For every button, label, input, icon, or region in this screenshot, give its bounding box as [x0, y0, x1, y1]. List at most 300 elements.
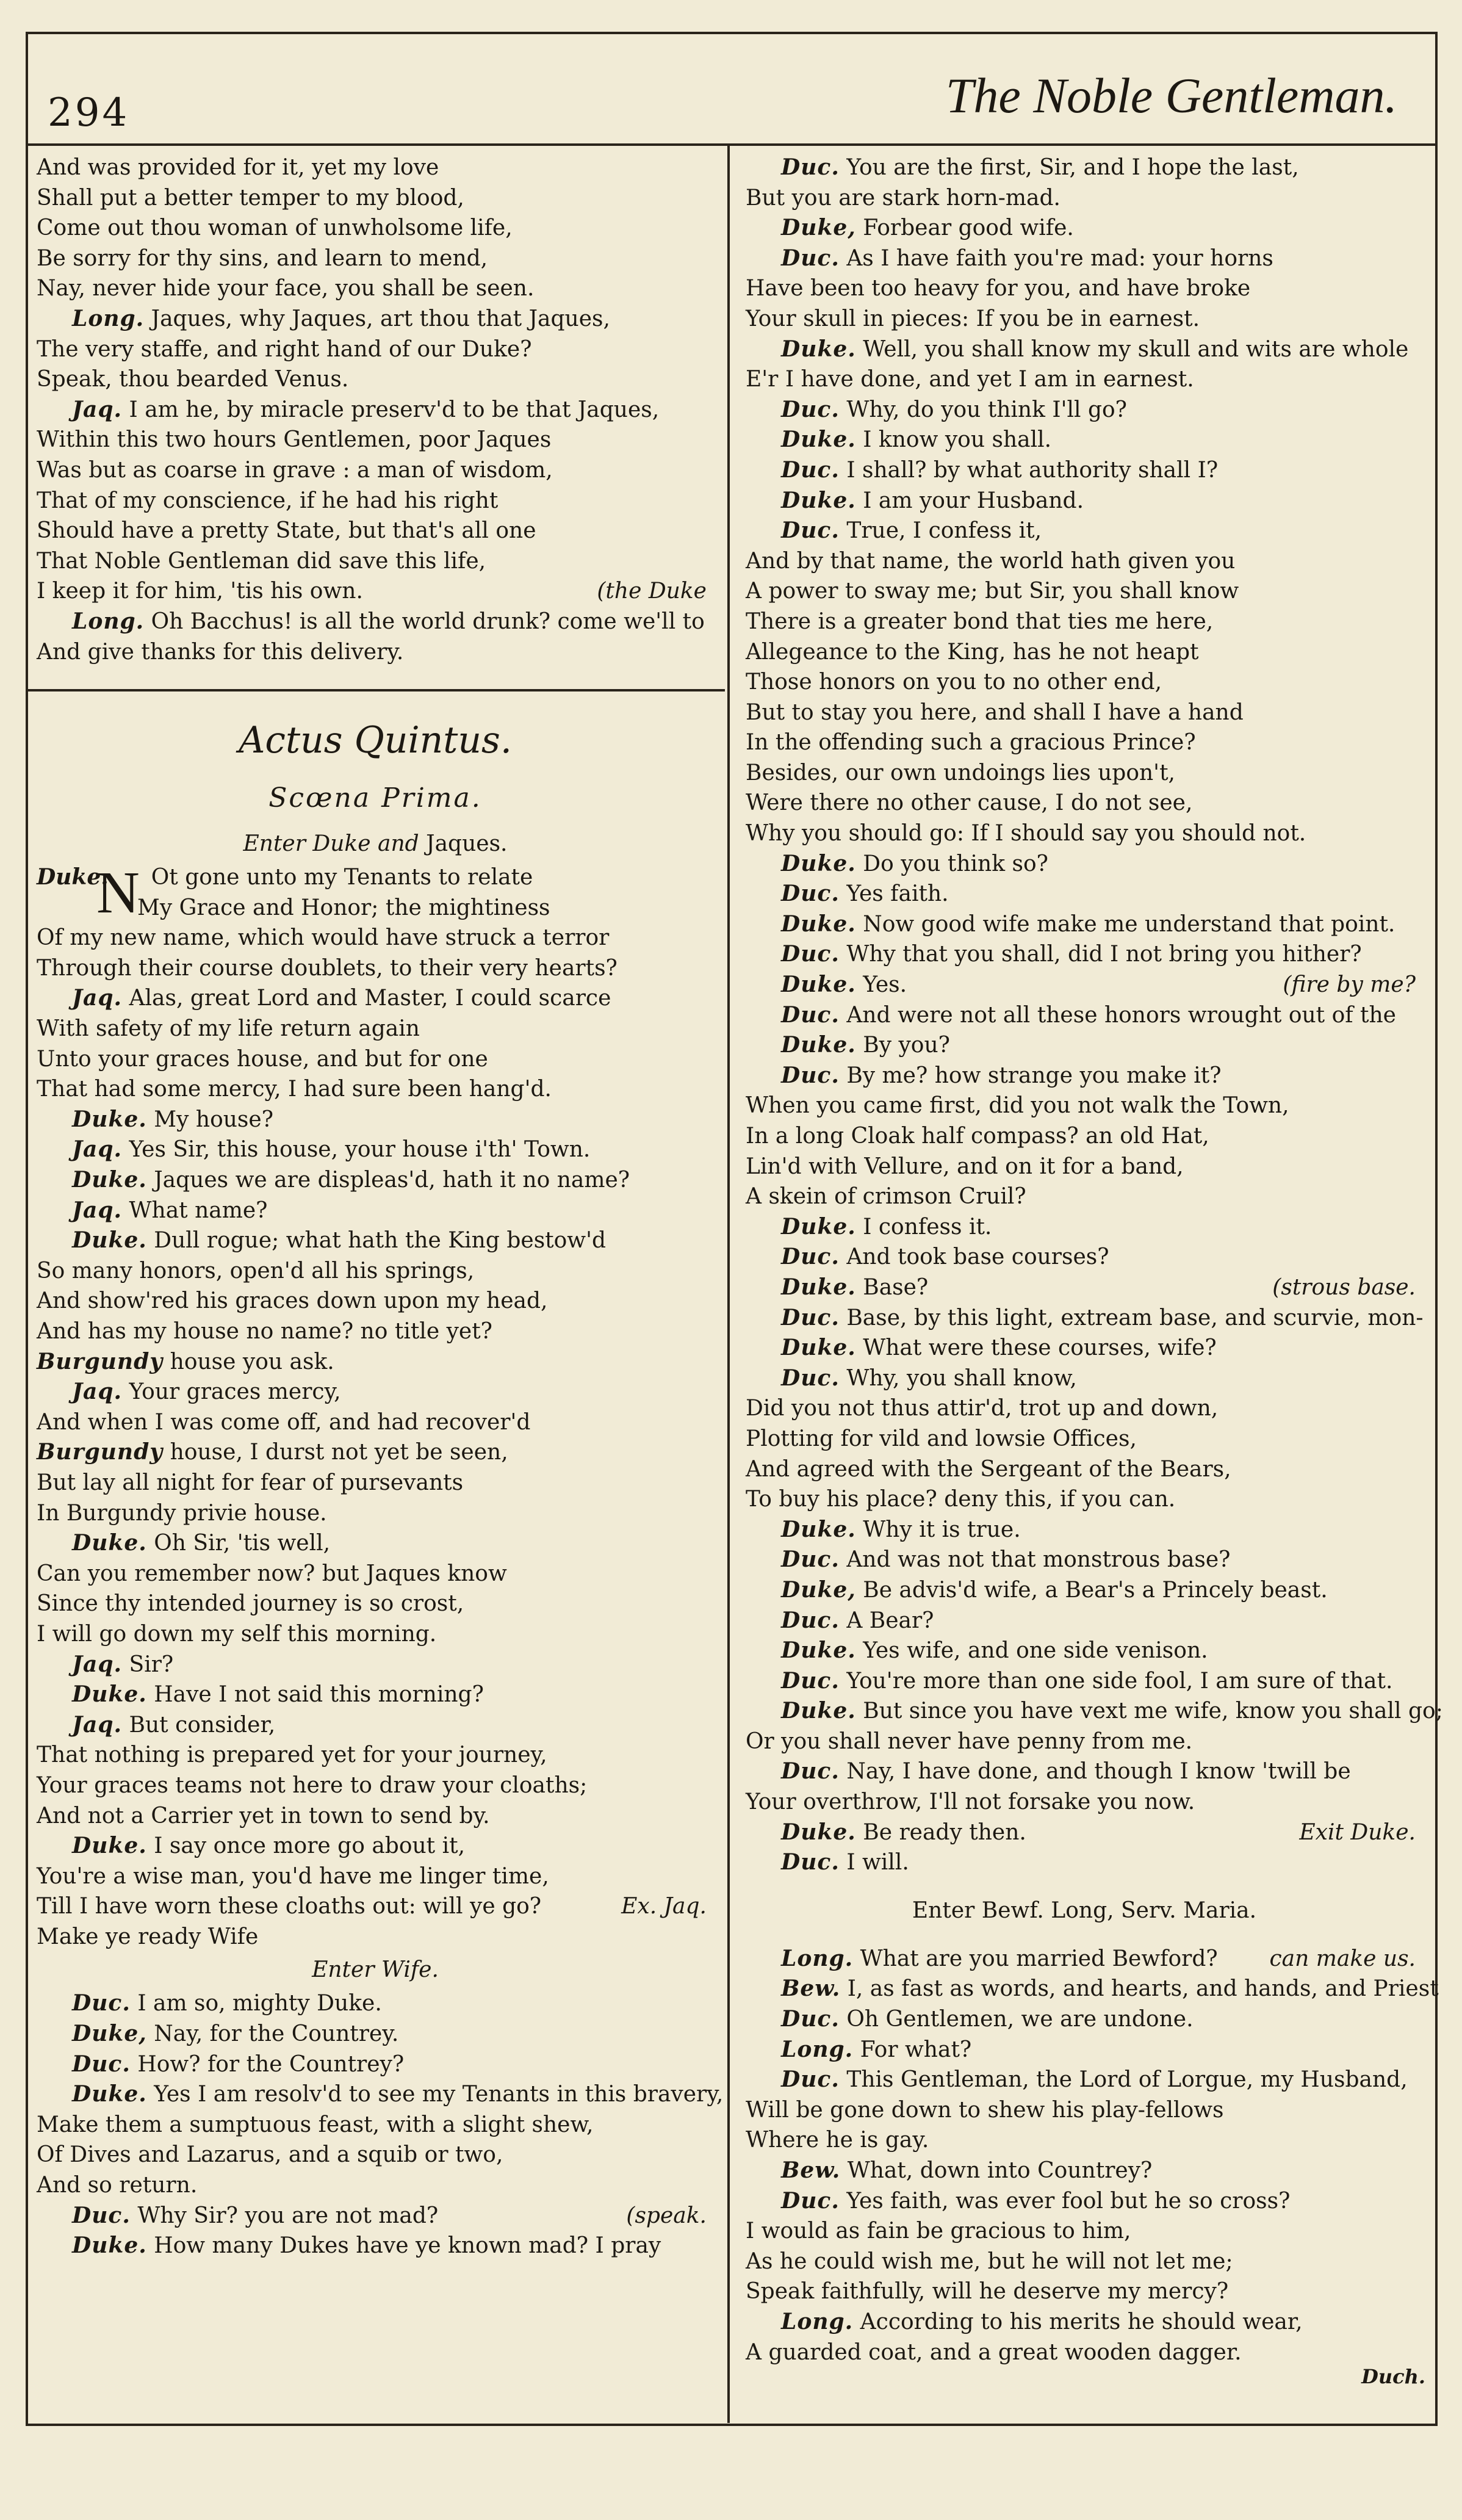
- verse-line: [746, 1182, 1423, 1212]
- verse-line: [746, 1606, 1423, 1636]
- speaker: Duke.: [781, 972, 856, 998]
- verse-line: [746, 727, 1423, 758]
- speaker: Duke.: [781, 850, 856, 876]
- line-text: Oh Sir, 'tis well,: [154, 1531, 331, 1556]
- line-text: Or you shall never have penny from me.: [746, 1728, 1193, 1754]
- line-text: Of Dives and Lazarus, and a squib or two,: [37, 2142, 503, 2168]
- verse-line: [746, 2307, 1423, 2338]
- line-text: I will.: [846, 1850, 909, 1876]
- line-text: Those honors on you to no other end,: [746, 670, 1162, 695]
- line-text: Be ready then.: [863, 1819, 1026, 1845]
- speaker: Long.: [781, 2036, 854, 2062]
- speaker: Duc.: [781, 1062, 840, 1088]
- verse-line: [746, 1787, 1423, 1818]
- line-text: Do you think so?: [863, 851, 1048, 876]
- line-text: That Noble Gentleman did save this life,: [37, 548, 486, 574]
- verse-line: [746, 1091, 1423, 1121]
- line-text: That had some mercy, I had sure been hang'd.: [37, 1077, 552, 1102]
- verse-line: [37, 1559, 714, 1589]
- verse-line: [37, 183, 714, 214]
- line-text: When you came first, did you not walk the Town,: [746, 1093, 1289, 1119]
- speaker: Jaq.: [72, 1651, 123, 1677]
- speaker: Jaq.: [72, 1379, 123, 1405]
- line-text: Why it is true.: [863, 1517, 1021, 1542]
- speaker: Duke.: [72, 1167, 147, 1193]
- column-divider: [727, 143, 730, 2423]
- left-top-lines: [37, 153, 714, 667]
- verse-line: [746, 818, 1423, 849]
- line-text: I know you shall.: [863, 427, 1052, 453]
- line-text: And was not that monstrous base?: [846, 1547, 1231, 1573]
- stage-direction-enter-group: [746, 1893, 1423, 1929]
- speaker: Duke.: [781, 911, 856, 937]
- verse-line: [746, 2156, 1423, 2186]
- line-text: As I have faith you're mad: your horns: [846, 245, 1273, 271]
- verse-line: [37, 983, 714, 1014]
- line-text: Yes I am resolv'd to see my Tenants in this bravery,: [154, 2082, 724, 2107]
- verse-line: [746, 2035, 1423, 2065]
- right-column: [746, 153, 1443, 2367]
- verse-line: [746, 1030, 1423, 1061]
- verse-line: [746, 1303, 1423, 1334]
- line-text: And was provided for it, yet my love: [37, 155, 439, 180]
- verse-line: [37, 1740, 714, 1771]
- left-column: [37, 153, 724, 2261]
- verse-line: [746, 183, 1423, 214]
- line-text: And by that name, the world hath given you: [746, 548, 1236, 574]
- line-text: Make them a sumptuous feast, with a slight shew,: [37, 2112, 594, 2137]
- line-text: You are the first, Sir, and I hope the last,: [846, 155, 1299, 180]
- verse-line: [37, 1619, 714, 1650]
- verse-line: [746, 1727, 1423, 1757]
- line-text: But you are stark horn-mad.: [746, 185, 1060, 211]
- right-top-lines: [746, 153, 1443, 1878]
- verse-line: [746, 849, 1423, 879]
- line-text: Allegeance to the King, has he not heapt: [746, 639, 1199, 665]
- line-text: And were not all these honors wrought out of the: [846, 1002, 1396, 1028]
- verse-line: [746, 1242, 1423, 1273]
- verse-line: [746, 1000, 1423, 1031]
- speaker: Duke.: [72, 2081, 147, 2107]
- line-text: Have been too heavy for you, and have broke: [746, 276, 1251, 301]
- verse-line: [746, 334, 1423, 365]
- verse-line: [746, 1393, 1423, 1424]
- line-text: Yes faith, was ever fool but he so cross?: [846, 2188, 1291, 2214]
- line-text: I shall? by what authority shall I?: [846, 457, 1219, 483]
- line-text: Within this two hours Gentlemen, poor Jaques: [37, 427, 552, 453]
- line-text: I would as fain be gracious to him,: [746, 2219, 1131, 2244]
- verse-line: [746, 213, 1423, 244]
- speaker: Duke.: [781, 1213, 856, 1240]
- speaker: Long.: [781, 2308, 854, 2334]
- speaker: Duke.: [72, 1833, 147, 1859]
- speaker: Jaq.: [72, 985, 123, 1011]
- speaker: Long.: [72, 305, 145, 331]
- line-text: Well, you shall know my skull and wits are whole: [863, 336, 1409, 362]
- left-main-lines: [37, 923, 714, 1952]
- verse-line: [746, 244, 1423, 274]
- verse-line: [746, 1121, 1423, 1152]
- verse-line: [746, 2125, 1423, 2156]
- verse-line: [746, 1363, 1423, 1394]
- page-number: 294: [48, 90, 130, 135]
- line-text: What are you married Bewford?: [860, 1946, 1218, 1971]
- speaker: Bew.: [781, 1976, 841, 2002]
- verse-line: [37, 2231, 714, 2261]
- verse-line: [37, 1801, 714, 1832]
- line-text: My house?: [154, 1107, 274, 1132]
- verse-line: [746, 546, 1423, 577]
- verse-line: [746, 273, 1423, 304]
- line-text: Forbear good wife.: [863, 215, 1074, 241]
- line-text: Through their course doublets, to their very hearts?: [37, 955, 618, 981]
- act-rule: [26, 689, 725, 691]
- line-text: With safety of my life return again: [37, 1016, 420, 1042]
- line-text: As he could wish me, but he will not let me;: [746, 2248, 1233, 2274]
- verse-line: [746, 2095, 1423, 2126]
- line-text: I am so, mighty Duke.: [137, 1991, 382, 2016]
- line-text: But lay all night for fear of pursevants: [37, 1470, 464, 1495]
- verse-line: [37, 2170, 714, 2201]
- drop-cap: N: [96, 860, 140, 926]
- verse-line: [746, 1756, 1423, 1787]
- line-text: This Gentleman, the Lord of Lorgue, my Husband,: [846, 2067, 1408, 2093]
- line-text: You're more than one side fool, I am sure of that.: [846, 1668, 1393, 1694]
- verse-line: [37, 1165, 714, 1196]
- speaker: Duc.: [781, 396, 840, 422]
- verse-line: [37, 516, 714, 546]
- speaker: Duke.: [781, 1516, 856, 1542]
- verse-line: [37, 1316, 714, 1347]
- verse-line: [37, 953, 714, 984]
- verse-line: [37, 1044, 714, 1075]
- line-text: Where he is gay.: [746, 2128, 929, 2153]
- line-text: You're a wise man, you'd have me linger time,: [37, 1863, 549, 1889]
- stage-direction-enter: [37, 826, 714, 862]
- line-text: house, I durst not yet be seen,: [170, 1440, 508, 1465]
- speaker: Duc.: [781, 2187, 840, 2214]
- line-text: By you?: [863, 1033, 950, 1058]
- line-text: I am your Husband.: [863, 488, 1084, 513]
- speaker: Duke.: [72, 1681, 147, 1708]
- line-text: Why, you shall know,: [846, 1365, 1077, 1391]
- line-text: And give thanks for this delivery.: [37, 639, 404, 665]
- verse-line: [37, 2079, 724, 2110]
- line-text: Your skull in pieces: If you be in earnest.: [746, 306, 1200, 331]
- line-text: Your overthrow, I'll not forsake you now.: [746, 1789, 1195, 1815]
- line-text: Now good wife make me understand that point.: [863, 911, 1395, 937]
- stage-direction-name: Jaques.: [426, 831, 508, 857]
- line-text: I keep it for him, 'tis his own.: [37, 579, 363, 604]
- turnover-text: (the Duke: [597, 579, 707, 604]
- line-text: By me? how strange you make it?: [846, 1063, 1222, 1088]
- verse-line: [746, 1636, 1423, 1666]
- speaker: Duc.: [781, 1849, 840, 1876]
- line-text: Can you remember now? but Jaques know: [37, 1561, 507, 1586]
- verse-line: [37, 364, 714, 395]
- line-text: A skein of crimson Cruil?: [746, 1184, 1026, 1210]
- line-text: Your graces teams not here to draw your cloaths;: [37, 1772, 588, 1798]
- right-bottom-lines: [746, 1944, 1439, 2367]
- turnover-text: (fire by me?: [1283, 972, 1416, 998]
- line-text: Lin'd with Vellure, and on it for a band,: [746, 1153, 1184, 1179]
- line-text: But consider,: [129, 1712, 276, 1738]
- verse-line: [37, 1407, 714, 1438]
- speaker: Long.: [72, 608, 145, 634]
- page-header: [37, 67, 1422, 153]
- line-text: Did you not thus attir'd, trot up and down,: [746, 1396, 1219, 1421]
- verse-line: [746, 1061, 1423, 1091]
- speaker: Duc.: [781, 457, 840, 483]
- verse-line: [746, 2247, 1423, 2277]
- verse-line: [746, 395, 1423, 425]
- verse-line: [746, 2338, 1423, 2368]
- speaker: Duke.: [781, 1274, 856, 1300]
- line-text: And took base courses?: [846, 1244, 1109, 1270]
- speaker: Duc.: [781, 245, 840, 271]
- verse-line: [746, 1575, 1423, 1606]
- line-text: According to his merits he should wear,: [860, 2309, 1303, 2334]
- verse-line: [37, 1196, 714, 1226]
- speaker: Duc.: [781, 154, 840, 180]
- line-text: That nothing is prepared yet for your journey,: [37, 1742, 547, 1768]
- speaker: Duc.: [781, 1667, 840, 1694]
- verse-line: [746, 1515, 1423, 1545]
- verse-line: [37, 334, 714, 365]
- speaker: Duc.: [72, 2202, 131, 2228]
- line-text: And when I was come off, and had recover'd: [37, 1409, 531, 1435]
- verse-line: [37, 1437, 714, 1468]
- verse-line: [37, 1468, 714, 1498]
- verse-line: [37, 1922, 714, 1952]
- line-text: What, down into Countrey?: [847, 2158, 1153, 2183]
- speaker: Long.: [781, 1945, 854, 1971]
- verse-line: [746, 788, 1423, 818]
- speaker: Duc.: [781, 881, 840, 907]
- verse-line: [37, 273, 714, 304]
- verse-line: [37, 1650, 714, 1680]
- verse-line: [746, 1152, 1423, 1182]
- speaker: Duc.: [781, 1607, 840, 1633]
- line-text: Have I not said this morning?: [154, 1682, 484, 1708]
- verse-line: [746, 1545, 1423, 1575]
- speaker: Bew.: [781, 2157, 841, 2183]
- line-text: In the offending such a gracious Prince?: [746, 730, 1196, 756]
- line-text: Yes faith.: [846, 881, 949, 907]
- verse-line: [746, 909, 1423, 940]
- verse-line: [746, 425, 1423, 455]
- speaker: Duke,: [72, 2021, 147, 2047]
- verse-line: [37, 1286, 714, 1316]
- speaker: Duke.: [72, 1106, 147, 1132]
- speaker: Duke.: [781, 1819, 856, 1845]
- line-text: Why you should go: If I should say you should not.: [746, 821, 1306, 847]
- verse-line: [37, 1831, 714, 1861]
- line-text: Come out thou woman of unwholsome life,: [37, 215, 513, 241]
- verse-line: [746, 1333, 1423, 1363]
- verse-line: [37, 1256, 714, 1287]
- verse-line: [746, 2186, 1423, 2217]
- verse-line: [746, 1847, 1423, 1878]
- line-text: Be advis'd wife, a Bear's a Princely beast.: [863, 1577, 1328, 1603]
- line-text: E'r I have done, and yet I am in earnest.: [746, 367, 1194, 392]
- left-bottom-lines: [37, 1988, 724, 2261]
- speaker: Duke.: [72, 1227, 147, 1254]
- verse-line: [37, 637, 714, 668]
- speaker: Duc.: [781, 518, 840, 544]
- speaker: Duc.: [781, 1244, 840, 1270]
- line-text: How many Dukes have ye known mad? I pray: [154, 2233, 661, 2259]
- verse-line: [746, 1424, 1423, 1454]
- line-text: Jaques, why Jaques, art thou that Jaques,: [151, 306, 610, 331]
- line-text: For what?: [860, 2037, 972, 2062]
- verse-line: [37, 486, 714, 516]
- verse-line: [37, 213, 714, 244]
- verse-line: [746, 1212, 1423, 1243]
- line-text: house you ask.: [170, 1349, 334, 1374]
- verse-line: [746, 1484, 1423, 1515]
- line-text: I, as fast as words, and hearts, and hands, and Priest: [847, 1976, 1439, 2002]
- line-text: A guarded coat, and a great wooden dagger.: [746, 2339, 1242, 2365]
- line-text: Yes Sir, this house, your house i'th' Town.: [129, 1137, 591, 1163]
- verse-line: [37, 576, 714, 607]
- verse-line: [37, 1014, 714, 1044]
- line-text: What name?: [129, 1197, 268, 1223]
- speaker: Duc.: [781, 2006, 840, 2032]
- line-text: Unto your graces house, and but for one: [37, 1046, 488, 1072]
- verse-line: [37, 1498, 714, 1529]
- verse-line: [37, 1377, 714, 1407]
- line-text: Oh Bacchus! is all the world drunk? come we'll to: [151, 608, 705, 634]
- verse-line: [37, 1226, 714, 1256]
- line-text: And show'red his graces down upon my head,: [37, 1288, 548, 1314]
- line-text: Oh Gentlemen, we are undone.: [846, 2007, 1194, 2032]
- turnover-text: Ex. Jaq.: [621, 1894, 707, 1919]
- verse-line: [746, 1666, 1423, 1697]
- line-text: Jaques we are displeas'd, hath it no name?: [154, 1168, 630, 1193]
- line-text: Speak, thou bearded Venus.: [37, 367, 349, 392]
- verse-line: [746, 698, 1423, 728]
- speaker: Duc.: [72, 2051, 131, 2077]
- speaker: Duc.: [781, 941, 840, 967]
- verse-line: [746, 1454, 1423, 1485]
- verse-line: [37, 244, 714, 274]
- verse-line: [746, 758, 1423, 789]
- line-text: Yes.: [863, 972, 907, 998]
- line-text: How? for the Countrey?: [137, 2051, 405, 2077]
- speaker: Jaq.: [72, 1197, 123, 1223]
- verse-line: [746, 2216, 1423, 2247]
- verse-line: [746, 486, 1423, 516]
- verse-line: [746, 1273, 1423, 1303]
- speaker: Duke,: [781, 215, 856, 241]
- line-text: True, I confess it,: [846, 518, 1042, 544]
- running-title: The Noble Gentleman.: [945, 68, 1397, 123]
- verse-line: [37, 304, 714, 334]
- line-text: Was but as coarse in grave : a man of wisdom,: [37, 457, 553, 483]
- speaker: Duke.: [781, 487, 856, 513]
- line-text: Why Sir? you are not mad?: [137, 2203, 439, 2228]
- line-text: Plotting for vild and lowsie Offices,: [746, 1426, 1137, 1451]
- verse-line: [37, 2049, 714, 2080]
- verse-line: [746, 637, 1423, 668]
- verse-line: [37, 2201, 714, 2231]
- verse-line: [746, 1696, 1443, 1727]
- verse-line: [746, 1944, 1423, 1974]
- speaker: Duc.: [781, 2067, 840, 2093]
- verse-line: [746, 1818, 1423, 1848]
- stage-direction-prefix: Enter Duke and: [243, 831, 419, 857]
- verse-line: [37, 1528, 714, 1559]
- speaker: Duke.: [781, 1032, 856, 1058]
- line-text: Since thy intended journey is so crost,: [37, 1591, 464, 1617]
- verse-line: [37, 425, 714, 455]
- line-text: Why that you shall, did I not bring you hither?: [846, 942, 1362, 967]
- verse-line: [37, 2019, 714, 2049]
- verse-line: [37, 1861, 714, 1892]
- line-text: And so return.: [37, 2173, 198, 2198]
- line-text: Base?: [863, 1274, 929, 1300]
- line-text: Should have a pretty State, but that's all one: [37, 518, 536, 544]
- speaker: Duc.: [781, 1758, 840, 1785]
- line-text: There is a greater bond that ties me here,: [746, 608, 1214, 634]
- verse-line: [37, 1680, 714, 1710]
- verse-line: [37, 153, 714, 183]
- line-text: Of my new name, which would have struck a terror: [37, 925, 610, 951]
- verse-line: [746, 304, 1423, 334]
- verse-line: [746, 516, 1423, 546]
- turnover-text: (speak.: [626, 2203, 707, 2228]
- verse-line: [37, 607, 714, 637]
- line-text: Will be gone down to shew his play-fellows: [746, 2097, 1224, 2123]
- line-text: Speak faithfully, will he deserve my mercy?: [746, 2279, 1229, 2305]
- line-text: Shall put a better temper to my blood,: [37, 185, 464, 211]
- speaker: Duc.: [781, 1002, 840, 1028]
- verse-line: [37, 455, 714, 486]
- speaker: Duke.: [37, 864, 109, 890]
- verse-line: [37, 923, 714, 953]
- line-text: In Burgundy privie house.: [37, 1500, 327, 1526]
- verse-line: [37, 1589, 714, 1619]
- speaker: Duke.: [781, 1335, 856, 1361]
- speaker: Duke.: [781, 1637, 856, 1664]
- speaker: Duke.: [781, 336, 856, 362]
- verse-line: [746, 2065, 1423, 2095]
- opening-speech: [37, 860, 714, 926]
- verse-line: [746, 1974, 1439, 2004]
- verse-line: [37, 1710, 714, 1741]
- speaker: Duke.: [72, 1530, 147, 1556]
- line-text: What were these courses, wife?: [863, 1335, 1217, 1361]
- verse-line: [37, 1105, 714, 1135]
- line-text: In a long Cloak half compass? an old Hat,: [746, 1124, 1209, 1149]
- line-text: To buy his place? deny this, if you can.: [746, 1487, 1176, 1512]
- speaker: Jaq.: [72, 396, 123, 422]
- verse-line: [746, 576, 1423, 607]
- verse-line: [37, 395, 714, 425]
- speaker: Duc.: [781, 1547, 840, 1573]
- line-text: I say once more go about it,: [154, 1833, 466, 1859]
- scene-title: Scœna Prima.: [268, 782, 482, 814]
- verse-line: [37, 1074, 714, 1105]
- line-text: Sir?: [129, 1652, 174, 1677]
- speaker: Duc.: [781, 1304, 840, 1330]
- line-text: Make ye ready Wife: [37, 1924, 259, 1949]
- act-title: Actus Quintus.: [239, 719, 512, 762]
- line-text: So many honors, open'd all his springs,: [37, 1258, 475, 1283]
- line-text: Nay, never hide your face, you shall be seen.: [37, 276, 535, 301]
- speaker: Jaq.: [72, 1711, 123, 1738]
